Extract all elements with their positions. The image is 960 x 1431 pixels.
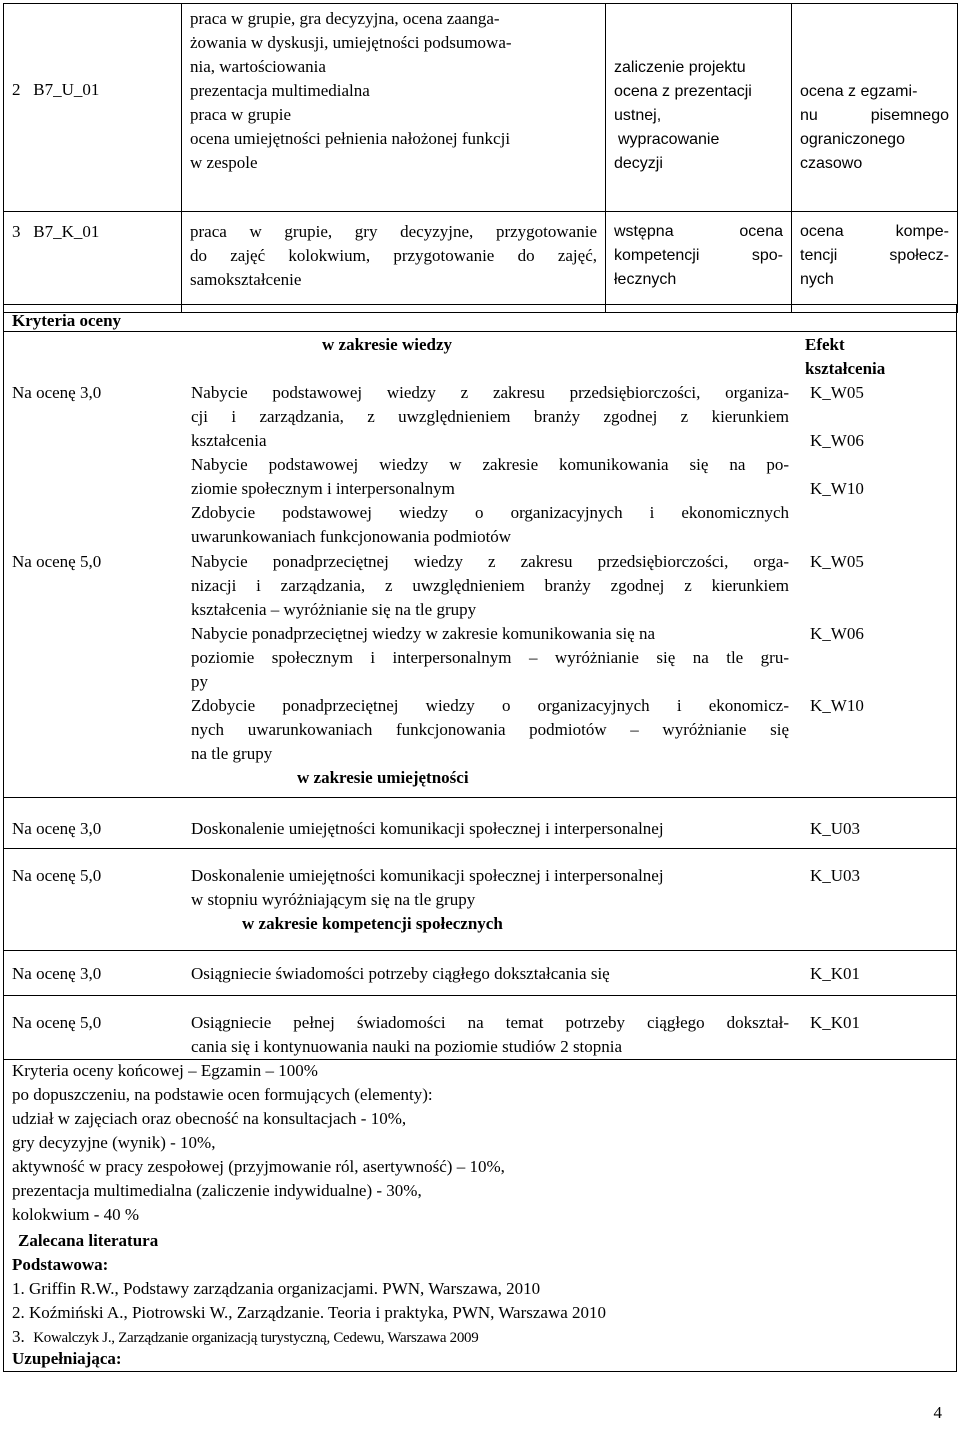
row-number: 3	[12, 222, 21, 241]
text-line: ograniczonego	[800, 131, 905, 148]
verification-form-cell	[792, 4, 958, 212]
text-line: poziomie społecznym i interpersonalnym – wyróżnianie się na tle gru-	[191, 648, 789, 667]
supplementary-literature-title: Uzupełniająca:	[12, 1349, 122, 1368]
text-line: czasowo	[800, 155, 863, 172]
text-line: Zdobycie ponadprzeciętnej wiedzy o organizacyjnych i ekonomicz-	[191, 696, 789, 715]
text-line: w stopniu wyróżniającym się na tle grupy	[191, 890, 476, 909]
text-line: wstępna ocena	[614, 223, 783, 240]
text-line: Nabycie ponadprzeciętnej wiedzy w zakresie komunikowania się na	[191, 624, 656, 643]
knowledge-5-description	[191, 550, 789, 766]
text-line: do zajęć kolokwium, przygotowanie do zajęć,	[190, 246, 597, 265]
text-line: Kryteria oceny końcowej – Egzamin – 100%	[12, 1061, 318, 1080]
text-line: Zdobycie podstawowej wiedzy o organizacyjnych i ekonomicznych	[191, 503, 789, 522]
literature-title: Zalecana literatura	[18, 1231, 159, 1250]
assessment-methods-cell	[606, 212, 792, 313]
text-line: kształcenia – wyróżnianie się na tle grupy	[191, 600, 477, 619]
text-line: decyzji	[614, 155, 663, 172]
teaching-methods-cell	[182, 212, 606, 313]
table-row	[4, 212, 958, 313]
literature-item: 1. Griffin R.W., Podstawy zarządzania organizacjami. PWN, Warszawa, 2010	[12, 1279, 541, 1298]
grade-label: Na ocenę 5,0	[12, 1013, 102, 1032]
text-line: py	[191, 672, 208, 691]
text-line: tencji społecz-	[800, 247, 949, 264]
outcome-id-cell	[4, 212, 182, 313]
text-line: kompetencji spo-	[614, 247, 783, 264]
text-line: uwarunkowaniach funkcjonowania podmiotów	[191, 527, 512, 546]
text-line: cji i zarządzania, z uwzględnieniem branży zgodnej z kierunkiem	[191, 407, 789, 426]
effect-header-line: kształcenia	[805, 359, 886, 378]
knowledge-header: w zakresie wiedzy	[322, 335, 452, 354]
text-line: w zespole	[190, 153, 258, 172]
text-line: nu pisemnego	[800, 107, 949, 124]
divider	[4, 331, 956, 332]
text-line: ustnej,	[614, 107, 662, 124]
effect-code: K_W06	[810, 431, 864, 450]
text-line: prezentacja multimedialna (zaliczenie indywidualne) - 30%,	[12, 1181, 422, 1200]
assessment-methods-cell	[606, 4, 792, 212]
page-number: 4	[933, 1403, 942, 1422]
outcome-id-cell	[4, 4, 182, 212]
text-line: zaliczenie projektu	[614, 59, 746, 76]
effect-code: K_U03	[810, 819, 861, 838]
text-line: praca w grupie	[190, 105, 292, 124]
basic-literature-title: Podstawowa:	[12, 1255, 109, 1274]
text-line: cania się i kontynuowania nauki na poziomie studiów 2 stopnia	[191, 1037, 623, 1056]
text-line: Osiągniecie pełnej świadomości na temat potrzeby ciągłego dokształ-	[191, 1013, 789, 1032]
text-line: praca w grupie, gra decyzyjna, ocena zaanga-	[190, 9, 500, 28]
final-criteria	[12, 1059, 505, 1227]
text-line: praca w grupie, gry decyzyjne, przygotowanie	[190, 222, 597, 241]
effect-code: K_W05	[810, 383, 864, 402]
effect-code: K_W10	[810, 479, 864, 498]
text-line: Doskonalenie umiejętności komunikacji społecznej i interpersonalnej	[191, 866, 664, 885]
verification-form-cell	[792, 212, 958, 313]
effect-code: K_W06	[810, 624, 864, 643]
grade-label: Na ocenę 3,0	[12, 964, 102, 983]
text-line: łecznych	[614, 271, 677, 288]
text-line: prezentacja multimedialna	[190, 81, 370, 100]
text-line: wypracowanie	[618, 131, 720, 148]
text-line: po dopuszczeniu, na podstawie ocen formujących (elementy):	[12, 1085, 433, 1104]
text-line: Nabycie podstawowej wiedzy z zakresu przedsiębiorczości, organiza-	[191, 383, 789, 402]
table-row	[4, 4, 958, 212]
row-number: 2	[12, 80, 21, 99]
text-line: nizacji i zarządzania, z uwzględnieniem branży zgodnej z kierunkiem	[191, 576, 789, 595]
effect-header-line: Efekt	[805, 335, 845, 354]
text-line: na tle grupy	[191, 744, 273, 763]
social-competence-header: w zakresie kompetencji społecznych	[242, 914, 503, 933]
effect-header	[805, 333, 885, 381]
text-line: Nabycie ponadprzeciętnej wiedzy z zakresu przedsiębiorczości, orga-	[191, 552, 789, 571]
divider	[4, 950, 956, 951]
grade-label: Na ocenę 3,0	[12, 383, 102, 402]
text-line: Nabycie podstawowej wiedzy w zakresie komunikowania się na po-	[191, 455, 789, 474]
text-line: żowania w dyskusji, umiejętności podsumowa-	[190, 33, 512, 52]
skills-3-description: Doskonalenie umiejętności komunikacji społecznej i interpersonalnej	[191, 819, 664, 838]
text-line: nych	[800, 271, 834, 288]
skills-5-description	[191, 864, 664, 912]
text-line: udział w zajęciach oraz obecność na konsultacjach - 10%,	[12, 1109, 407, 1128]
social-5-description	[191, 1011, 789, 1059]
effect-code: K_U03	[810, 866, 861, 885]
grade-label: Na ocenę 5,0	[12, 866, 102, 885]
outcome-code: B7_U_01	[33, 80, 100, 99]
text-line: kształcenia	[191, 431, 267, 450]
effect-code: K_K01	[810, 964, 861, 983]
grade-label: Na ocenę 5,0	[12, 552, 102, 571]
literature-item: 2. Koźmiński A., Piotrowski W., Zarządzanie. Teoria i praktyka, PWN, Warszawa 2010	[12, 1303, 607, 1322]
text-line: nych uwarunkowaniach funkcjonowania podmiotów – wyróżnianie się	[191, 720, 789, 739]
text-line: samokształcenie	[190, 270, 302, 289]
text-line: kolokwium - 40 %	[12, 1205, 140, 1224]
text-line: aktywność w pracy zespołowej (przyjmowanie ról, asertywność) – 10%,	[12, 1157, 505, 1176]
text-line: nia, wartościowania	[190, 57, 326, 76]
text-line: ziomie społecznym i interpersonalnym	[191, 479, 455, 498]
effect-code: K_K01	[810, 1013, 861, 1032]
effect-code: K_W05	[810, 552, 864, 571]
knowledge-3-description	[191, 381, 789, 549]
divider	[4, 797, 956, 798]
item-number: 3.	[12, 1327, 25, 1346]
divider	[4, 848, 956, 849]
text-line: gry decyzyjne (wynik) - 10%,	[12, 1133, 216, 1152]
social-3-description: Osiągniecie świadomości potrzeby ciągłego dokształcania się	[191, 964, 610, 983]
text-line: ocena umiejętności pełnienia nałożonej funkcji	[190, 129, 511, 148]
outcome-code: B7_K_01	[33, 222, 100, 241]
criteria-title: Kryteria oceny	[12, 311, 122, 330]
teaching-methods-cell	[182, 4, 606, 212]
divider	[4, 995, 956, 996]
text-line: ocena z prezentacji	[614, 83, 752, 100]
grade-label: Na ocenę 3,0	[12, 819, 102, 838]
learning-outcomes-table	[3, 3, 958, 313]
text-line: ocena z egzami-	[800, 83, 918, 100]
item-text: Kowalczyk J., Zarządzanie organizacją turystyczną, Cedewu, Warszawa 2009	[33, 1330, 479, 1346]
assessment-criteria-section	[3, 304, 957, 1372]
text-line: ocena kompe-	[800, 223, 949, 240]
skills-header: w zakresie umiejętności	[297, 768, 469, 787]
effect-code: K_W10	[810, 696, 864, 715]
